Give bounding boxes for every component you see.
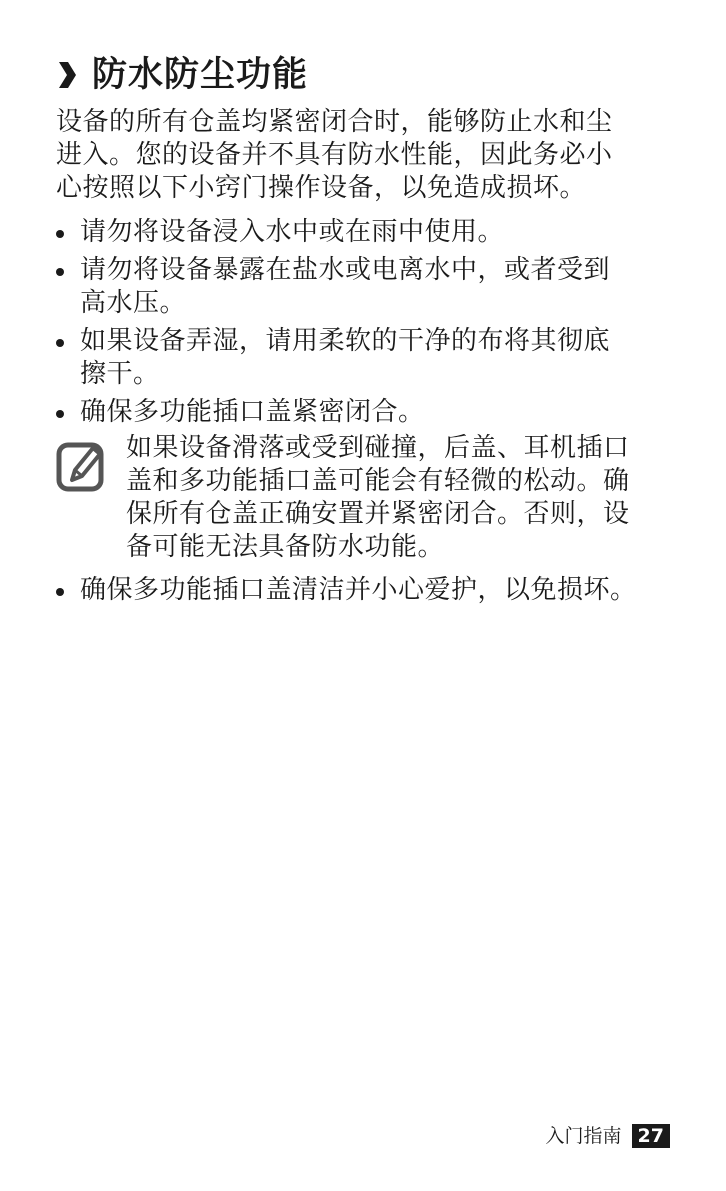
note-text xyxy=(126,432,666,564)
bullet-dot xyxy=(56,588,64,596)
note-line: 盖和多功能插口盖可能会有轻微的松动。确 xyxy=(126,466,630,496)
bullet-line: 请勿将设备浸入水中或在雨中使用。 xyxy=(80,217,505,247)
intro-line: 设备的所有仓盖均紧密闭合时，能够防止水和尘 xyxy=(56,107,613,137)
footer-section-name: 入门指南 xyxy=(545,1125,622,1147)
page-title: 防水防尘功能 xyxy=(92,55,309,95)
note-line: 备可能无法具备防水功能。 xyxy=(126,532,445,562)
bullet-line: 确保多功能插口盖紧密闭合。 xyxy=(80,397,425,427)
bullet-line: 如果设备弄湿，请用柔软的干净的布将其彻底 xyxy=(80,326,611,356)
bullet-dot xyxy=(56,230,64,238)
bullet-line: 擦干。 xyxy=(80,359,160,389)
note-line: 保所有仓盖正确安置并紧密闭合。否则，设 xyxy=(126,499,630,529)
bullet-text xyxy=(80,574,670,607)
bullet-line: 确保多功能插口盖清洁并小心爱护，以免损坏。 xyxy=(80,575,637,605)
section-heading xyxy=(56,52,308,98)
bullet-dot xyxy=(56,339,64,347)
bullet-dot xyxy=(56,410,64,418)
note-pencil-icon xyxy=(56,440,108,494)
page-number: 27 xyxy=(632,1124,670,1148)
note-line: 如果设备滑落或受到碰撞，后盖、耳机插口 xyxy=(126,433,630,463)
bullet-dot xyxy=(56,268,64,276)
page-footer xyxy=(546,1122,670,1150)
chevron-right-icon xyxy=(56,60,78,90)
bullet-text xyxy=(80,254,670,320)
bullet-text xyxy=(80,396,670,429)
bullet-line: 请勿将设备暴露在盐水或电离水中，或者受到 xyxy=(80,255,611,285)
bullet-text xyxy=(80,216,670,249)
intro-line: 心按照以下小窍门操作设备，以免造成损坏。 xyxy=(56,173,587,203)
intro-line: 进入。您的设备并不具有防水性能，因此务必小 xyxy=(56,140,613,170)
bullet-text xyxy=(80,325,670,391)
bullet-line: 高水压。 xyxy=(80,288,187,318)
intro-paragraph xyxy=(56,106,656,205)
